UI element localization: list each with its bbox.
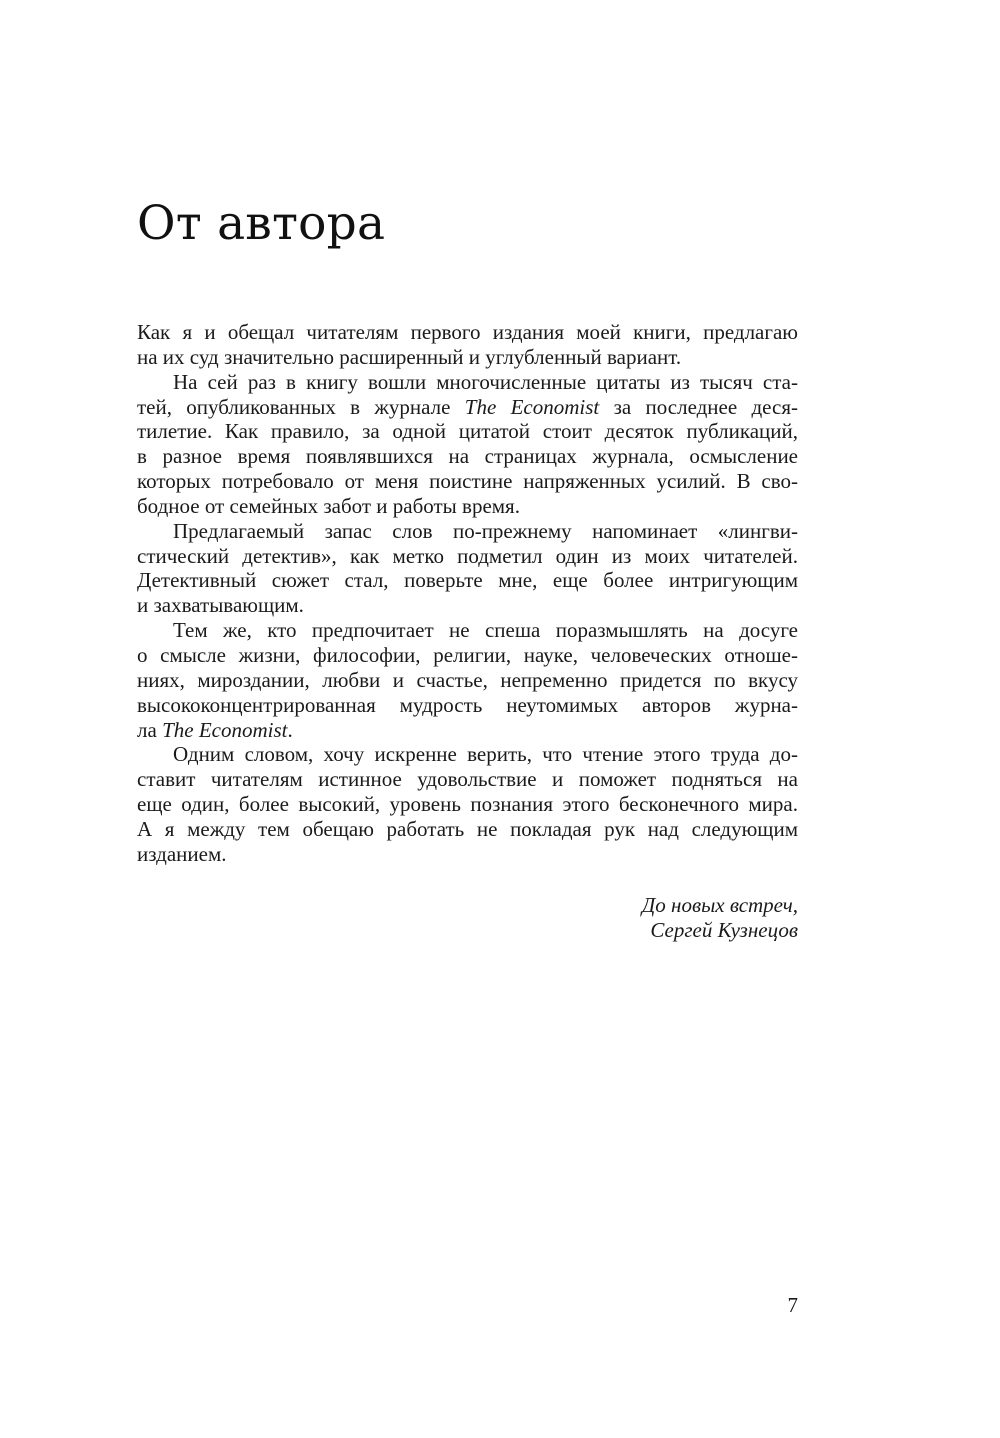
text-fragment: .: [287, 717, 293, 742]
text-line: бодное от семейных забот и работы время.: [137, 493, 520, 518]
text-line: Тем же, кто предпочитает не спеша поразмышлять на досуге: [173, 618, 798, 643]
text-line: А я между тем обещаю работать не покладая рук над следующим: [137, 816, 798, 841]
text-line: и захватывающим.: [137, 593, 304, 618]
journal-name: The Economist: [464, 394, 600, 419]
text-line: [137, 718, 798, 743]
text-line: Детективный сюжет стал, поверьте мне, еще более интригующим: [137, 568, 798, 593]
text-line: высококонцентрированная мудрость неутомимых авторов журна-: [137, 692, 798, 717]
text-line: ставит читателям истинное удовольствие и поможет подняться на: [137, 767, 798, 792]
author-signature: [560, 893, 798, 943]
text-fragment: ла: [137, 717, 163, 742]
text-line: ниях, мироздании, любви и счастье, непременно придется по вкусу: [137, 667, 798, 692]
signature-greeting: До новых встреч,: [641, 893, 798, 917]
page-number: 7: [787, 1293, 798, 1317]
text-line: стический детектив», как метко подметил один из моих читателей.: [137, 543, 798, 568]
text-line: Одним словом, хочу искренне верить, что чтение этого труда до-: [173, 742, 798, 767]
text-line: На сей раз в книгу вошли многочисленные цитаты из тысяч ста-: [173, 369, 798, 394]
chapter-title: От автора: [137, 196, 386, 251]
text-line: [137, 395, 798, 420]
text-line: которых потребовало от меня поистине напряженных усилий. В сво-: [137, 469, 798, 494]
text-line: о смысле жизни, философии, религии, науке, человеческих отноше-: [137, 642, 798, 667]
text-line: Как я и обещал читателям первого издания моей книги, предлагаю: [137, 320, 798, 344]
text-line: изданием.: [137, 841, 227, 866]
text-line: на их суд значительно расширенный и углубленный вариант.: [137, 344, 682, 369]
preface-body: [137, 320, 798, 867]
text-line: еще один, более высокий, уровень познания этого бесконечного мира.: [137, 792, 798, 817]
signature-author-name: Сергей Кузнецов: [650, 918, 798, 942]
text-line: в разное время появлявшихся на страницах журнала, осмысление: [137, 444, 798, 469]
text-fragment: за последнее деся-: [599, 394, 798, 419]
text-line: Предлагаемый запас слов по-прежнему напоминает «лингви-: [173, 518, 798, 543]
journal-name: The Economist: [162, 717, 288, 742]
text-fragment: тей, опубликованных в журнале: [137, 394, 465, 419]
text-line: тилетие. Как правило, за одной цитатой стоит десяток публикаций,: [137, 419, 798, 444]
